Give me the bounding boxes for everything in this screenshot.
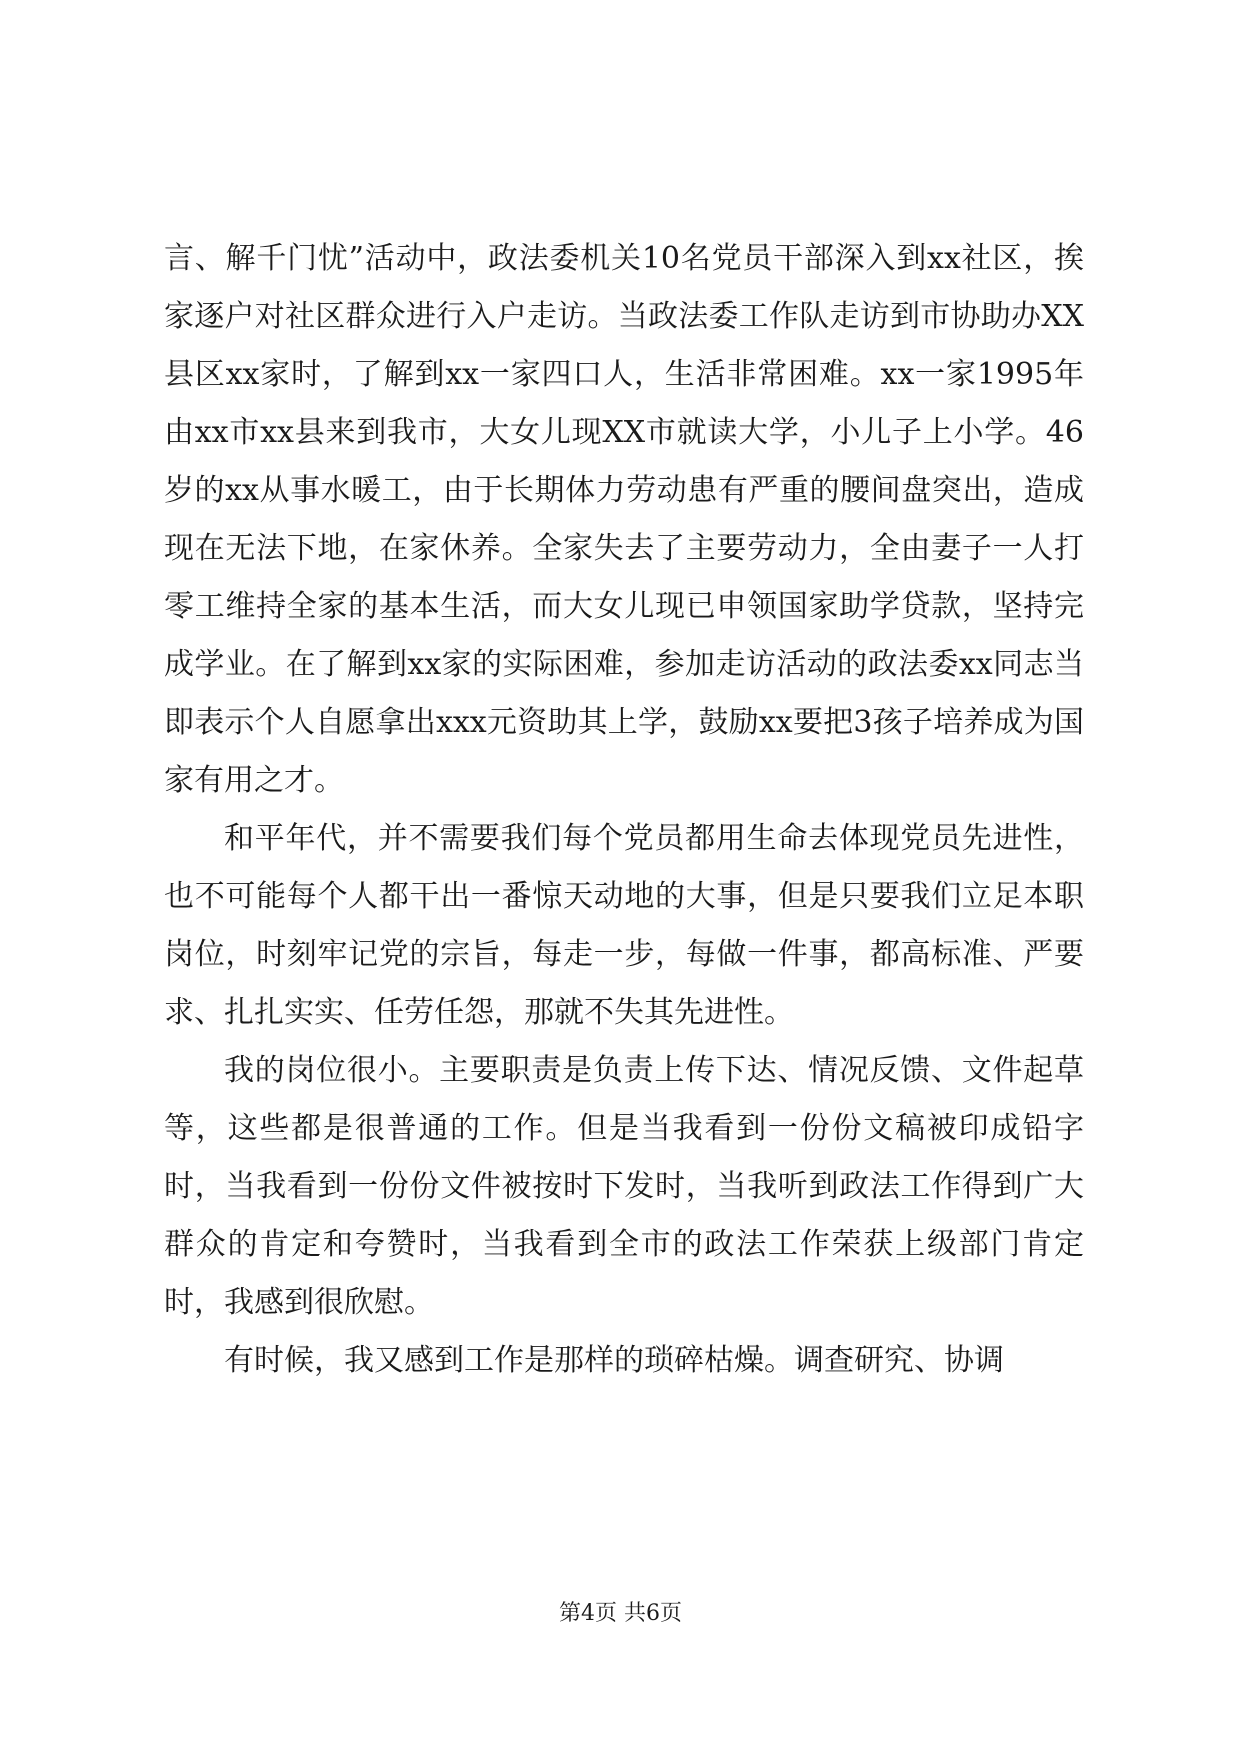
paragraph-4: 有时候，我又感到工作是那样的琐碎枯燥。调查研究、协调: [224, 1343, 1004, 1378]
paragraph-1: 言、解千门忧”活动中，政法委机关10名党员干部深入到xx社区，挨家逐户对社区群众进行入户走访。当政法委工作队走访到市协助办XX县区xx家时，了解到xx一家四口人，生活非常困难。xx一家1995年由xx市xx县来到我市，大女儿现XX市就读大学，小儿子上小学。46岁的xx从事水暖工，由于长期体力劳动患有严重的腰间盘突出，造成现在无法下地，在家休养。全家失去了主要劳动力，全由妻子一人打零工维持全家的基本生活，而大女儿现已申领国家助学贷款，坚持完成学业。在了解到xx家的实际困难，参加走访活动的政法委xx同志当即表示个人自愿拿出xxx元资助其上学，鼓励xx要把3孩子培养成为国家有用之才。: [164, 241, 1084, 798]
document-body: [164, 230, 1084, 1390]
paragraph-2: 和平年代，并不需要我们每个党员都用生命去体现党员先进性，也不可能每个人都干出一番惊天动地的大事，但是只要我们立足本职岗位，时刻牢记党的宗旨，每走一步，每做一件事，都高标准、严要求、扎扎实实、任劳任怨，那就不失其先进性。: [164, 821, 1084, 1030]
page-number-footer: 第4页 共6页: [559, 1601, 682, 1626]
paragraph-3: 我的岗位很小。主要职责是负责上传下达、情况反馈、文件起草等，这些都是很普通的工作。但是当我看到一份份文稿被印成铅字时，当我看到一份份文件被按时下发时，当我听到政法工作得到广大群众的肯定和夸赞时，当我看到全市的政法工作荣获上级部门肯定时，我感到很欣慰。: [164, 1053, 1084, 1320]
